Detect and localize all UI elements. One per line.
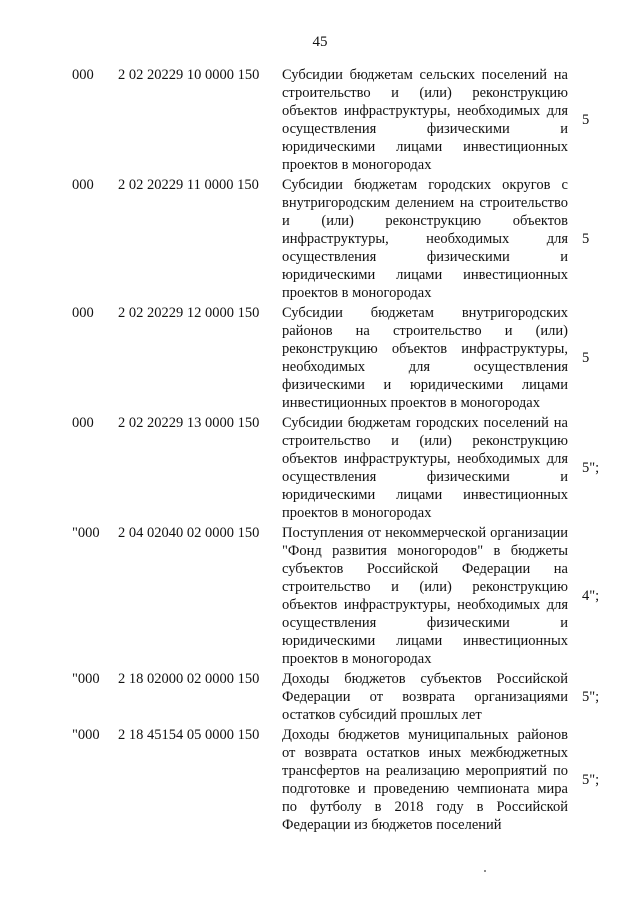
admin-code: 000 (72, 177, 94, 193)
amount-value: 5 (582, 350, 590, 366)
admin-code: "000 (72, 671, 100, 687)
table-row (0, 304, 640, 412)
budget-classification-code: 2 02 20229 13 0000 150 (118, 415, 260, 431)
admin-code: "000 (72, 727, 100, 743)
budget-classification-code: 2 04 02040 02 0000 150 (118, 525, 260, 541)
revenue-description: Субсидии бюджетам городских округов с внутригородским делением на строительство и (или) реконструкцию объектов инфраструктуры, необходимых для осуществления физическими и юридическими лицами инвестиционных проектов в моногородах (282, 177, 568, 301)
admin-code: 000 (72, 305, 94, 321)
budget-code-table (0, 66, 640, 836)
amount-value: 5 (582, 112, 590, 128)
admin-code: 000 (72, 67, 94, 83)
table-row (0, 414, 640, 522)
revenue-description: Субсидии бюджетам сельских поселений на строительство и (или) реконструкцию объектов инфраструктуры, необходимых для осуществления физическими и юридическими лицами инвестиционных проектов в моногородах (282, 67, 568, 173)
revenue-description: Поступления от некоммерческой организации "Фонд развития моногородов" в бюджеты субъектов Российской Федерации на строительство и (или) реконструкцию объектов инфраструктуры, необходимых для осуществления физическими и юридическими лицами инвестиционных проектов в моногородах (282, 525, 568, 667)
amount-value: 5"; (582, 772, 600, 788)
revenue-description: Доходы бюджетов муниципальных районов от возврата остатков иных межбюджетных трансфертов на реализацию мероприятий по подготовке и проведению чемпионата мира по футболу в 2018 году в Российской Федерации из бюджетов поселений (282, 727, 568, 833)
revenue-description: Субсидии бюджетам внутригородских районов на строительство и (или) реконструкцию объектов инфраструктуры, необходимых для осуществления физическими и юридическими лицами инвестиционных проектов в моногородах (282, 305, 568, 411)
amount-value: 5 (582, 231, 590, 247)
budget-classification-code: 2 18 45154 05 0000 150 (118, 727, 260, 743)
admin-code: "000 (72, 525, 100, 541)
table-row (0, 176, 640, 302)
budget-classification-code: 2 02 20229 12 0000 150 (118, 305, 260, 321)
page-number: 45 (312, 34, 328, 50)
amount-value: 5"; (582, 689, 600, 705)
table-row (0, 670, 640, 724)
admin-code: 000 (72, 415, 94, 431)
scan-speck (484, 870, 486, 872)
table-row (0, 726, 640, 834)
table-row (0, 524, 640, 668)
revenue-description: Субсидии бюджетам городских поселений на строительство и (или) реконструкцию объектов инфраструктуры, необходимых для осуществления физическими и юридическими лицами инвестиционных проектов в моногородах (282, 415, 568, 521)
amount-value: 4"; (582, 588, 600, 604)
revenue-description: Доходы бюджетов субъектов Российской Федерации от возврата организациями остатков субсидий прошлых лет (282, 671, 568, 723)
budget-classification-code: 2 18 02000 02 0000 150 (118, 671, 260, 687)
budget-classification-code: 2 02 20229 10 0000 150 (118, 67, 260, 83)
budget-classification-code: 2 02 20229 11 0000 150 (118, 177, 259, 193)
table-row (0, 66, 640, 174)
amount-value: 5"; (582, 460, 600, 476)
